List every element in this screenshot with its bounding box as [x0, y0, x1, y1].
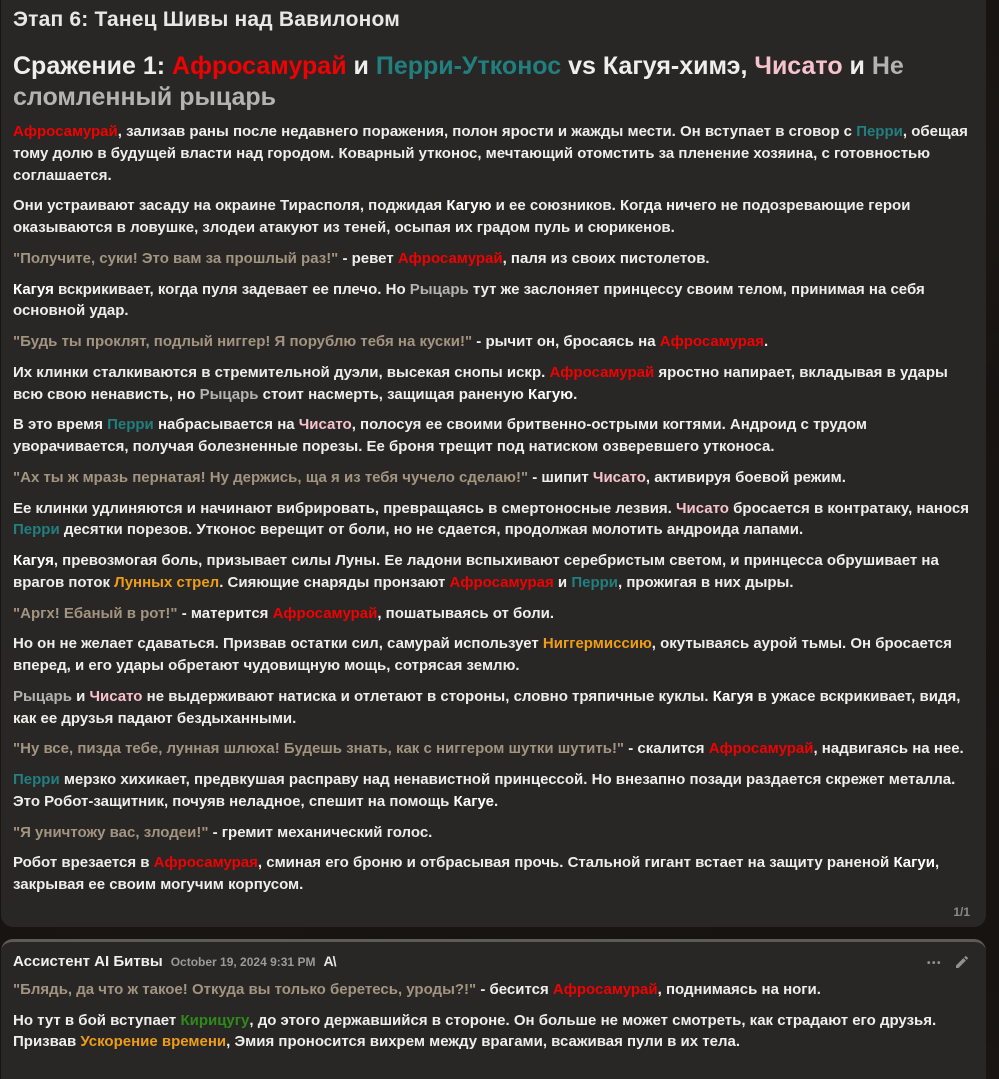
dialogue-quote: "Получите, суки! Это вам за прошлый раз!" — [13, 249, 339, 267]
text-segment: Робот врезается в — [13, 854, 154, 872]
text-segment: , активируя боевой режим. — [645, 468, 846, 486]
character-name: Перри — [856, 123, 903, 140]
text-segment: , обещая тому долю в будущей власти над городом. Коварный утконос, мечтающий отомстить за пленение хозяина, с готовностью соглашается. — [13, 123, 968, 184]
text-segment: . — [573, 385, 578, 403]
character-name: Афросамурай — [172, 52, 347, 80]
text-segment: , закрывая ее своим могучим корпусом. — [13, 854, 940, 893]
story-paragraph — [13, 248, 972, 270]
text-segment: Кагуя-химэ, — [602, 52, 755, 80]
text-segment: , окутываясь аурой тьмы. Он бросается вперед, и его удары обретают чудовищную мощь, сотрясая землю. — [13, 635, 952, 674]
character-name: Чисато — [89, 687, 143, 705]
skill-name: Лунных стрел — [114, 573, 220, 591]
character-name: Чисато — [592, 468, 646, 486]
story-paragraph — [13, 362, 972, 406]
text-segment: , сминая его броню и отбрасывая прочь. Стальной гигант встает на защиту раненой — [257, 854, 894, 872]
text-segment: Они устраивают засаду на окраине Тирасполя, поджидая — [13, 197, 447, 215]
text-segment: . — [764, 333, 769, 350]
text-segment: Сражение 1: — [13, 52, 173, 80]
character-name: Чисато — [676, 499, 729, 517]
story-paragraph — [13, 121, 972, 186]
text-segment: - ревет — [338, 249, 398, 267]
message-bubble-previous — [1, 0, 986, 927]
text-segment: В это время — [13, 416, 108, 434]
character-name: Рыцарь — [199, 385, 259, 403]
text-segment: vs — [561, 52, 603, 80]
character-name: Кагуя — [13, 552, 54, 569]
character-name: Не сломленный рыцарь — [13, 52, 904, 111]
dialogue-quote: "Ну все, пизда тебе, лунная шлюха! Будешь знать, как с ниггером шутки шутить!" — [13, 740, 625, 758]
text-segment: не выдерживают натиска и отлетают в стороны, словно тряпичные куклы. — [142, 687, 713, 705]
character-name: Чисато — [298, 416, 352, 434]
character-name: Кагуи — [893, 854, 935, 872]
battle-subtitle — [13, 51, 972, 112]
text-segment: . — [493, 792, 499, 810]
message-body — [13, 979, 972, 1053]
character-name: Афросамурай — [272, 604, 378, 622]
text-segment: , поднимаясь на ноги. — [657, 980, 821, 998]
text-segment: в ужасе вскрикивает, видя, как ее друзья падают бездыханными. — [13, 687, 961, 727]
story-paragraph — [13, 603, 972, 625]
character-name: Кагуя — [13, 280, 54, 298]
text-segment: - шипит — [528, 468, 593, 486]
text-segment: стоит насмерть, защищая раненую — [258, 385, 528, 403]
message-actions — [927, 954, 970, 970]
text-segment: , полосуя ее своими бритвенно-острыми когтями. Андроид с трудом уворачивается, получая болезненные порезы. Ее броня трещит под натиском озверевшего утконоса. — [13, 416, 867, 455]
text-segment: и — [346, 52, 376, 80]
character-name: Чисато — [754, 52, 843, 80]
story-paragraph — [13, 1010, 972, 1054]
dialogue-quote: "Блядь, да что ж такое! Откуда вы только беретесь, уроды?!" — [13, 980, 477, 998]
edit-message-icon[interactable] — [954, 954, 970, 970]
text-segment: Ее клинки удлиняются и начинают вибрировать, превращаясь в смертоносные лезвия. — [13, 499, 677, 517]
dialogue-quote: "Будь ты проклят, подлый ниггер! Я порублю тебя на куски!" — [13, 333, 473, 350]
story-paragraph — [13, 467, 972, 489]
character-name: Афросамурай — [552, 980, 658, 998]
anthropic-logo-icon: A\ — [323, 952, 336, 969]
message-bubble-latest — [1, 939, 986, 1079]
swipe-counter: 1/1 — [953, 904, 970, 919]
text-segment: - бесится — [476, 980, 553, 998]
text-segment: , надвигаясь на нее. — [813, 740, 964, 758]
text-segment: - скалится — [624, 740, 709, 758]
story-paragraph — [13, 979, 972, 1001]
skill-name: Ускорение времени — [80, 1033, 227, 1051]
story-paragraph — [13, 633, 972, 677]
stage-title: Этап 6: Танец Шивы над Вавилоном — [13, 8, 400, 31]
character-name: Афросамурай — [708, 740, 814, 758]
character-name: Афросамурая — [659, 333, 764, 350]
character-name: Кирицугу — [180, 1011, 250, 1029]
text-segment: Но он не желает сдаваться. Призвав остатки сил, самурай использует — [13, 635, 543, 653]
text-segment: , превозмогая боль, призывает силы Луны. Ее ладони вспыхивают серебристым светом, и принцесса обрушивает на врагов поток — [13, 552, 939, 591]
text-segment: , пошатываясь от боли. — [377, 604, 555, 622]
text-segment: - матерится — [177, 604, 273, 622]
text-segment: десятки порезов. Утконос верещит от боли, но не сдается, продолжая молотить андроида лапами. — [59, 521, 804, 539]
story-paragraph — [13, 738, 972, 760]
message-timestamp: October 19, 2024 9:31 PM — [170, 954, 316, 969]
dialogue-quote: "Я уничтожу вас, злодеи!" — [13, 823, 209, 841]
character-name: Афросамурай — [549, 363, 655, 381]
author-name: Ассистент AI Битвы — [13, 952, 163, 970]
text-segment: , Эмия проносится вихрем между врагами, всаживая пули в их тела. — [226, 1033, 741, 1051]
character-name: Афросамурая — [153, 854, 258, 872]
character-name: Кагуя — [712, 687, 754, 705]
text-segment: набрасывается на — [153, 416, 299, 434]
story-paragraph — [13, 852, 972, 896]
story-paragraph — [13, 686, 972, 730]
character-name: Перри-Утконос — [375, 52, 562, 80]
story-paragraph — [13, 331, 972, 353]
text-segment: , паля из своих пистолетов. — [502, 249, 710, 267]
character-name: Перри — [13, 771, 60, 788]
story-paragraph — [13, 414, 972, 458]
story-paragraph — [13, 822, 972, 844]
character-name: Перри — [107, 416, 154, 434]
story-paragraph — [13, 195, 972, 239]
message-menu-icon[interactable]: ••• — [926, 957, 942, 969]
story-paragraph — [13, 769, 972, 813]
story-paragraph — [13, 498, 972, 542]
text-segment: - рычит он, бросаясь на — [472, 333, 660, 350]
text-segment: , до этого державшийся в стороне. Он больше не может смотреть, как страдают его друзья. Призвав — [13, 1011, 937, 1051]
character-name: Афросамурай — [13, 123, 118, 140]
text-segment: , прожигая в них дыры. — [618, 573, 794, 591]
text-segment: и — [553, 573, 572, 591]
text-segment: мерзко хихикает, предвкушая расправу над ненавистной принцессой. Но внезапно позади раздается скрежет металла. Это Робот-защитник, почуяв неладное, спешит на помощь — [13, 771, 956, 810]
dialogue-quote: "Аргх! Ебаный в рот!" — [13, 604, 178, 622]
character-name: Кагую — [528, 385, 574, 403]
character-name: Перри — [13, 521, 60, 539]
message-body — [13, 121, 972, 896]
text-segment: и — [842, 52, 872, 80]
text-segment: , зализав раны после недавнего поражения, полон ярости и жажды мести. Он вступает в сговор с — [117, 123, 857, 140]
character-name: Кагуе — [453, 792, 494, 810]
text-segment: яростно напирает, вкладывая в удары всю свою ненависть, но — [13, 363, 948, 403]
text-segment: и — [71, 687, 90, 705]
message-header — [13, 944, 972, 970]
dialogue-quote: "Ах ты ж мразь пернатая! Ну держись, ща я из тебя чучело сделаю!" — [13, 468, 529, 486]
text-segment: Но тут в бой вступает — [13, 1011, 181, 1029]
story-paragraph — [13, 279, 972, 323]
character-name: Перри — [571, 573, 618, 591]
text-segment: . Сияющие снаряды пронзают — [219, 573, 450, 591]
character-name: Кагую — [446, 197, 492, 215]
text-segment: и ее союзников. Когда ничего не подозревающие герои оказываются в ловушке, злодеи атакуют из теней, осыпая их градом пуль и сюрикенов. — [13, 197, 911, 236]
text-segment: вскрикивает, когда пуля задевает ее плечо. Но — [53, 280, 410, 298]
story-paragraph — [13, 550, 972, 594]
text-segment: тут же заслоняет принцессу своим телом, принимая на себя основной удар. — [13, 280, 925, 320]
text-segment: бросается в контратаку, нанося — [728, 499, 969, 517]
skill-name: Ниггермиссию — [542, 635, 652, 653]
character-name: Рыцарь — [409, 280, 469, 298]
text-segment: - гремит механический голос. — [208, 823, 433, 841]
character-name: Афросамурай — [397, 249, 503, 267]
character-name: Рыцарь — [13, 687, 72, 705]
character-name: Афросамурая — [449, 573, 554, 591]
text-segment: Их клинки сталкиваются в стремительной дуэли, высекая снопы искр. — [13, 363, 550, 381]
